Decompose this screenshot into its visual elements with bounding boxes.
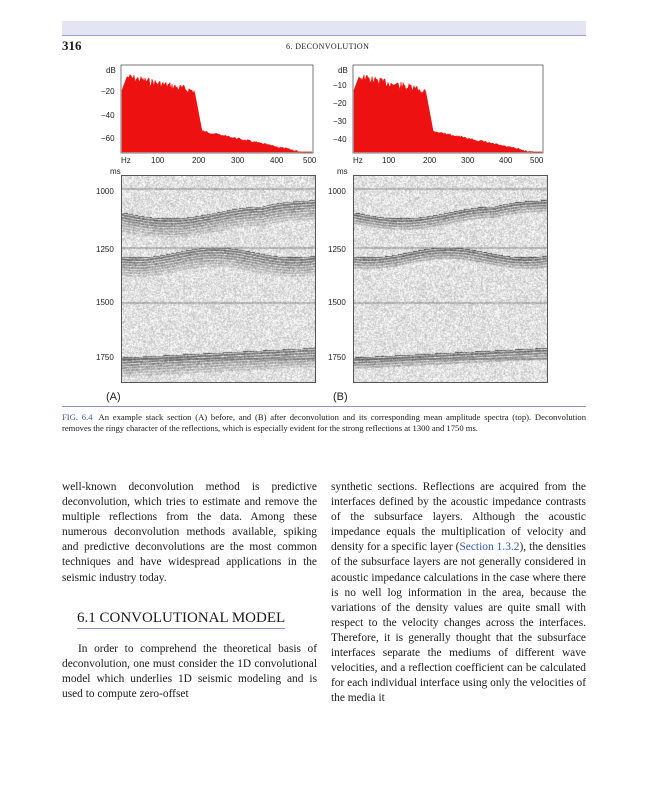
spectrum-b-fill xyxy=(354,75,542,152)
figure-label: FIG. 6.4 xyxy=(62,412,93,422)
caption-text: An example stack section (A) before, and (B) after deconvolution and its corresponding mean amplitude spectra (top). Deconvolution removes the ringy character of the reflections, which is especially evident for the strong reflections at 1300 and 1750 ms. xyxy=(62,412,586,433)
section-a-time-unit: ms xyxy=(110,167,121,176)
right-column xyxy=(331,480,586,706)
section-b-time-unit: ms xyxy=(337,167,348,176)
right-paragraph-part1: synthetic sections. Reflections are acquired from the interfaces defined by the acoustic impedance contrasts of the subsurface layers. Although the acoustic impedance equals the multiplication of velocity and density for a specific layer ( xyxy=(331,481,586,554)
section-b-time-tick: 1500 xyxy=(328,298,346,307)
spectrum-a-hz-tick: 200 xyxy=(192,156,206,165)
spectrum-a-db-tick: −60 xyxy=(101,134,115,143)
section-b-time-tick: 1250 xyxy=(328,245,346,254)
spectrum-a-hz-tick: 500 xyxy=(303,156,317,165)
spectrum-b xyxy=(333,65,544,165)
spectrum-b-db-unit: dB xyxy=(338,66,348,75)
section-title: CONVOLUTIONAL MODEL xyxy=(99,609,286,626)
spectrum-b-db-tick: −30 xyxy=(333,117,347,126)
spectrum-a-fill xyxy=(122,74,312,152)
spectrum-a-hz-tick: 400 xyxy=(270,156,284,165)
section-a-time-tick: 1250 xyxy=(96,245,114,254)
section-a-axis xyxy=(96,167,121,403)
seismic-section-a xyxy=(121,175,316,383)
panel-a-label: (A) xyxy=(106,391,121,403)
left-column xyxy=(62,480,317,702)
spectrum-b-db-tick: −20 xyxy=(333,99,347,108)
left-paragraph: well-known deconvolution method is predictive deconvolution, which tries to estimate and remove the multiple reflections from the data. Among these numerous deconvolution methods available, spiking and predictive deconvolutions are the most common techniques and have widespread applications in the seismic industry today. xyxy=(62,481,317,584)
section-heading xyxy=(77,611,285,629)
spectrum-a-db-tick: −20 xyxy=(101,87,115,96)
spectrum-b-hz-tick: 200 xyxy=(423,156,437,165)
figure-caption xyxy=(62,412,586,434)
section-a-time-tick: 1750 xyxy=(96,353,114,362)
running-head: 6. DECONVOLUTION xyxy=(286,42,370,51)
spectrum-a-db-tick: −40 xyxy=(101,111,115,120)
section-b-time-tick: 1750 xyxy=(328,353,346,362)
spectrum-b-hz-tick: 500 xyxy=(530,156,544,165)
section-b-axis xyxy=(328,167,348,403)
spectrum-b-db-tick: −40 xyxy=(333,135,347,144)
spectrum-a-db-unit: dB xyxy=(106,66,116,75)
spectrum-a-hz-tick: 300 xyxy=(231,156,245,165)
page-number: 316 xyxy=(62,38,82,53)
section-number: 6.1 xyxy=(77,609,96,626)
right-paragraph-part2: ), the densities of the subsurface layers are not generally considered in acoustic impedance calculations in the case where there is no well log information in the area, because the variations of the density values are quite small with respect to the velocity changes across the interfaces. Therefore, it is generally thought that the subsurface interfaces separate the mediums of different wave velocities, and a reflection coefficient can be calculated for each individual interface using only the velocities of the media it xyxy=(331,541,586,705)
left-paragraph-2: In order to comprehend the theoretical basis of deconvolution, one must consider the 1D convolutional model which underlies 1D seismic modeling and is used to compute zero-offset xyxy=(62,642,317,701)
panel-b-label: (B) xyxy=(333,391,348,403)
spectrum-b-hz-tick: 400 xyxy=(499,156,513,165)
section-b-time-tick: 1000 xyxy=(328,187,346,196)
spectrum-a-hz-unit: Hz xyxy=(121,156,131,165)
spectrum-a-hz-tick: 100 xyxy=(151,156,165,165)
caption-rule xyxy=(62,406,586,407)
spectrum-a xyxy=(101,65,317,165)
spectrum-b-hz-tick: 100 xyxy=(382,156,396,165)
section-link[interactable]: Section 1.3.2 xyxy=(459,541,520,554)
right-paragraph xyxy=(331,480,586,706)
spectrum-b-db-tick: −10 xyxy=(333,81,347,90)
seismic-section-b xyxy=(353,175,548,383)
section-a-time-tick: 1500 xyxy=(96,298,114,307)
section-a-time-tick: 1000 xyxy=(96,187,114,196)
spectrum-b-hz-tick: 300 xyxy=(461,156,475,165)
spectrum-b-hz-unit: Hz xyxy=(353,156,363,165)
